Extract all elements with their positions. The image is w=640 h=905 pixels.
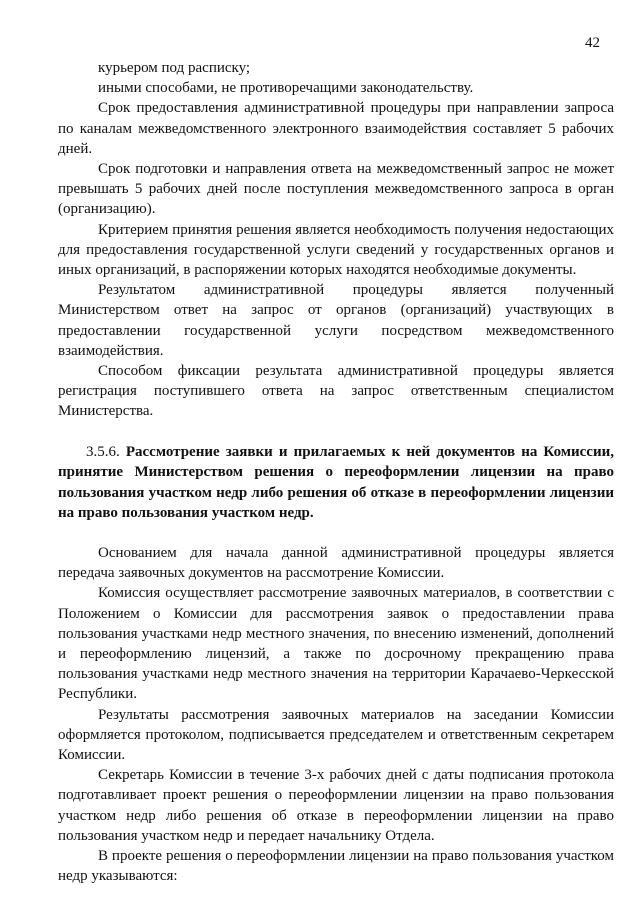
paragraph: Комиссия осуществляет рассмотрение заявочных материалов, в соответствии с Положением о Комиссии для рассмотрения заявок о предоставлении права пользования участками недр местного значения, по внесению изменений, дополнений и переоформлению лицензий, а также по досрочному прекращению права пользования участками недр местного значения на территории Карачаево-Черкесской Республики. [58,585,614,703]
paragraph: Основанием для начала данной административной процедуры является передача заявочных документов на рассмотрение Комиссии. [58,545,614,582]
document-body [58,58,614,886]
paragraph: Критерием принятия решения является необходимость получения недостающих для предоставления государственной услуги сведений у государственных органов и иных организаций, в распоряжении которых находятся необходимые документы. [58,221,614,279]
paragraph: иными способами, не противоречащими законодательству. [98,80,474,97]
paragraph: курьером под расписку; [98,60,251,76]
paragraph: Срок подготовки и направления ответа на межведомственный запрос не может превышать 5 рабочих дней после поступления межведомственного запроса в орган (организацию). [58,161,614,218]
paragraph: В проекте решения о переоформлении лицензии на право пользования участком недр указываются: [58,848,614,885]
paragraph: Способом фиксации результата административной процедуры является регистрация поступившего ответа на запрос ответственным специалистом Министерства. [58,363,614,420]
section-title: Рассмотрение заявки и прилагаемых к ней документов на Комиссии, принятие Министерством решения о переоформлении лицензии на право пользования участком недр либо решения об отказе в переоформлении лицензии на право пользования участком недр. [58,443,614,522]
section-heading [58,442,614,524]
section-number: 3.5.6. [86,443,120,460]
paragraph: Результатом административной процедуры является полученный Министерством ответ на запрос от органов (организаций) участвующих в предоставлении государственной услуги посредством межведомственного взаимодействия. [58,282,614,359]
paragraph: Результаты рассмотрения заявочных материалов на заседании Комиссии оформляется протоколом, подписывается председателем и ответственным секретарем Комиссии. [58,706,614,764]
paragraph: Секретарь Комиссии в течение 3-х рабочих дней с даты подписания протокола подготавливает проект решения о переоформлении лицензии на право пользования участком недр либо решения об отказе в переоформлении лицензии на право пользования участком недр и передает начальнику Отдела. [58,767,614,844]
page-number: 42 [585,35,600,51]
section-spacer [58,524,614,543]
paragraph: Срок предоставления административной процедуры при направлении запроса по каналам межведомственного электронного взаимодействия составляет 5 рабочих дней. [58,100,614,157]
